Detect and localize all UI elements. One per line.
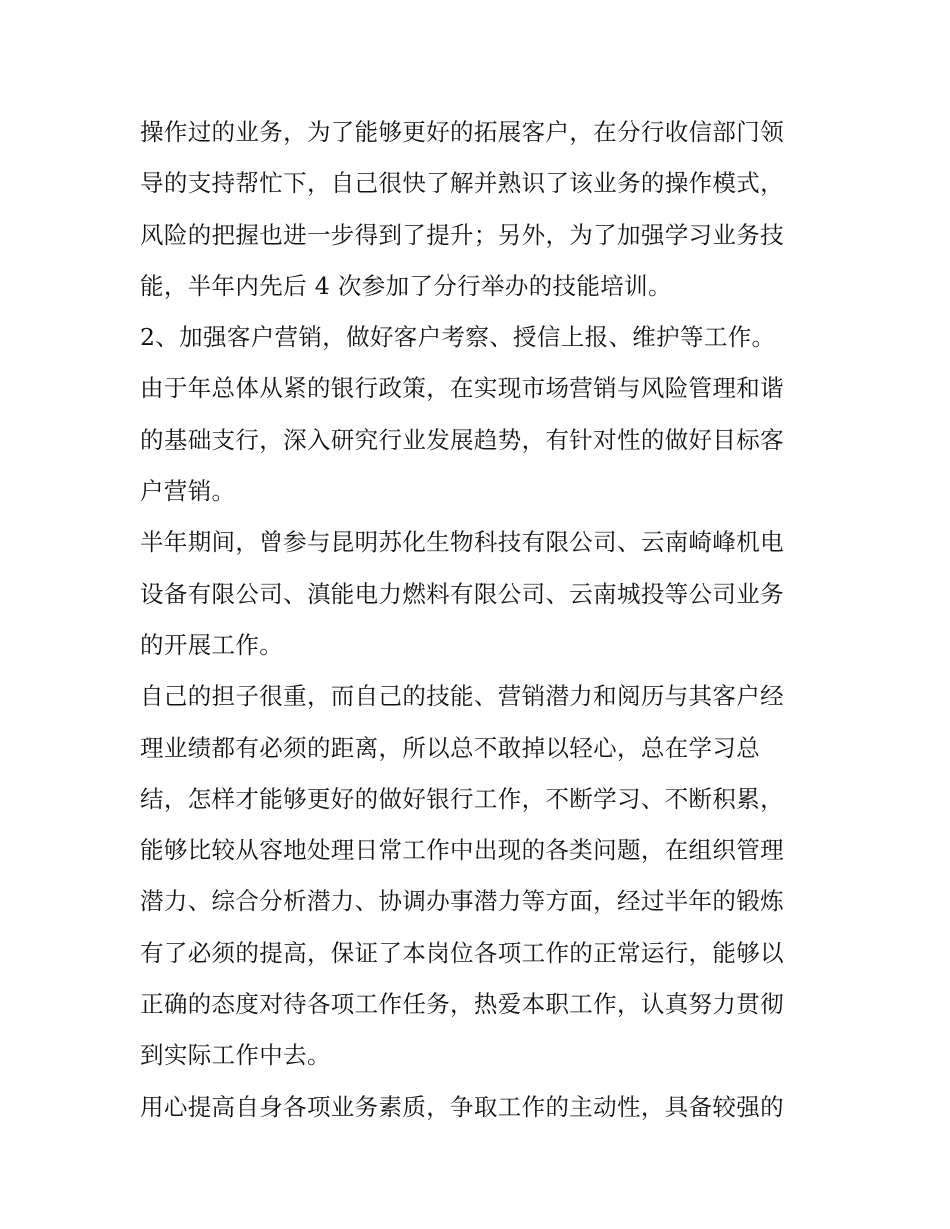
paragraph-line: 户营销。: [140, 477, 236, 506]
paragraph-line: 能够比较从容地处理日常工作中出现的各类问题，在组织管理: [140, 836, 784, 865]
paragraph-line: 理业绩都有必须的距离，所以总不敢掉以轻心，总在学习总: [140, 733, 761, 762]
paragraph-line: 自己的担子很重，而自己的技能、营销潜力和阅历与其客户经: [140, 682, 784, 711]
paragraph-line: 到实际工作中去。: [140, 1041, 331, 1070]
paragraph-line: 半年期间，曾参与昆明苏化生物科技有限公司、云南崎峰机电: [140, 528, 784, 557]
paragraph-line: 的开展工作。: [140, 630, 284, 659]
paragraph-line: 的基础支行，深入研究行业发展趋势，有针对性的做好目标客: [140, 425, 784, 454]
paragraph-line: 风险的把握也进一步得到了提升；另外，为了加强学习业务技: [140, 220, 784, 249]
paragraph-line: 潜力、综合分析潜力、协调办事潜力等方面，经过半年的锻炼: [140, 887, 784, 916]
paragraph-line: 结，怎样才能够更好的做好银行工作，不断学习、不断积累，: [140, 784, 784, 813]
section-heading-line: 2、加强客户营销，做好客户考察、授信上报、维护等工作。: [140, 323, 776, 352]
paragraph-line: 由于年总体从紧的银行政策，在实现市场营销与风险管理和谐: [140, 374, 784, 403]
paragraph-line: 用心提高自身各项业务素质，争取工作的主动性，具备较强的: [140, 1092, 784, 1121]
paragraph-line: 操作过的业务，为了能够更好的拓展客户，在分行收信部门领: [140, 118, 784, 146]
paragraph-line: 设备有限公司、滇能电力燃料有限公司、云南城投等公司业务: [140, 579, 784, 608]
document-body: [140, 107, 820, 1133]
paragraph-line: 有了必须的提高，保证了本岗位各项工作的正常运行，能够以: [140, 938, 784, 967]
paragraph-line: 导的支持帮忙下，自己很快了解并熟识了该业务的操作模式，: [140, 169, 784, 198]
paragraph-line: 能，半年内先后 4 次参加了分行举办的技能培训。: [140, 271, 672, 300]
paragraph-line: 正确的态度对待各项工作任务，热爱本职工作，认真努力贯彻: [140, 990, 784, 1019]
